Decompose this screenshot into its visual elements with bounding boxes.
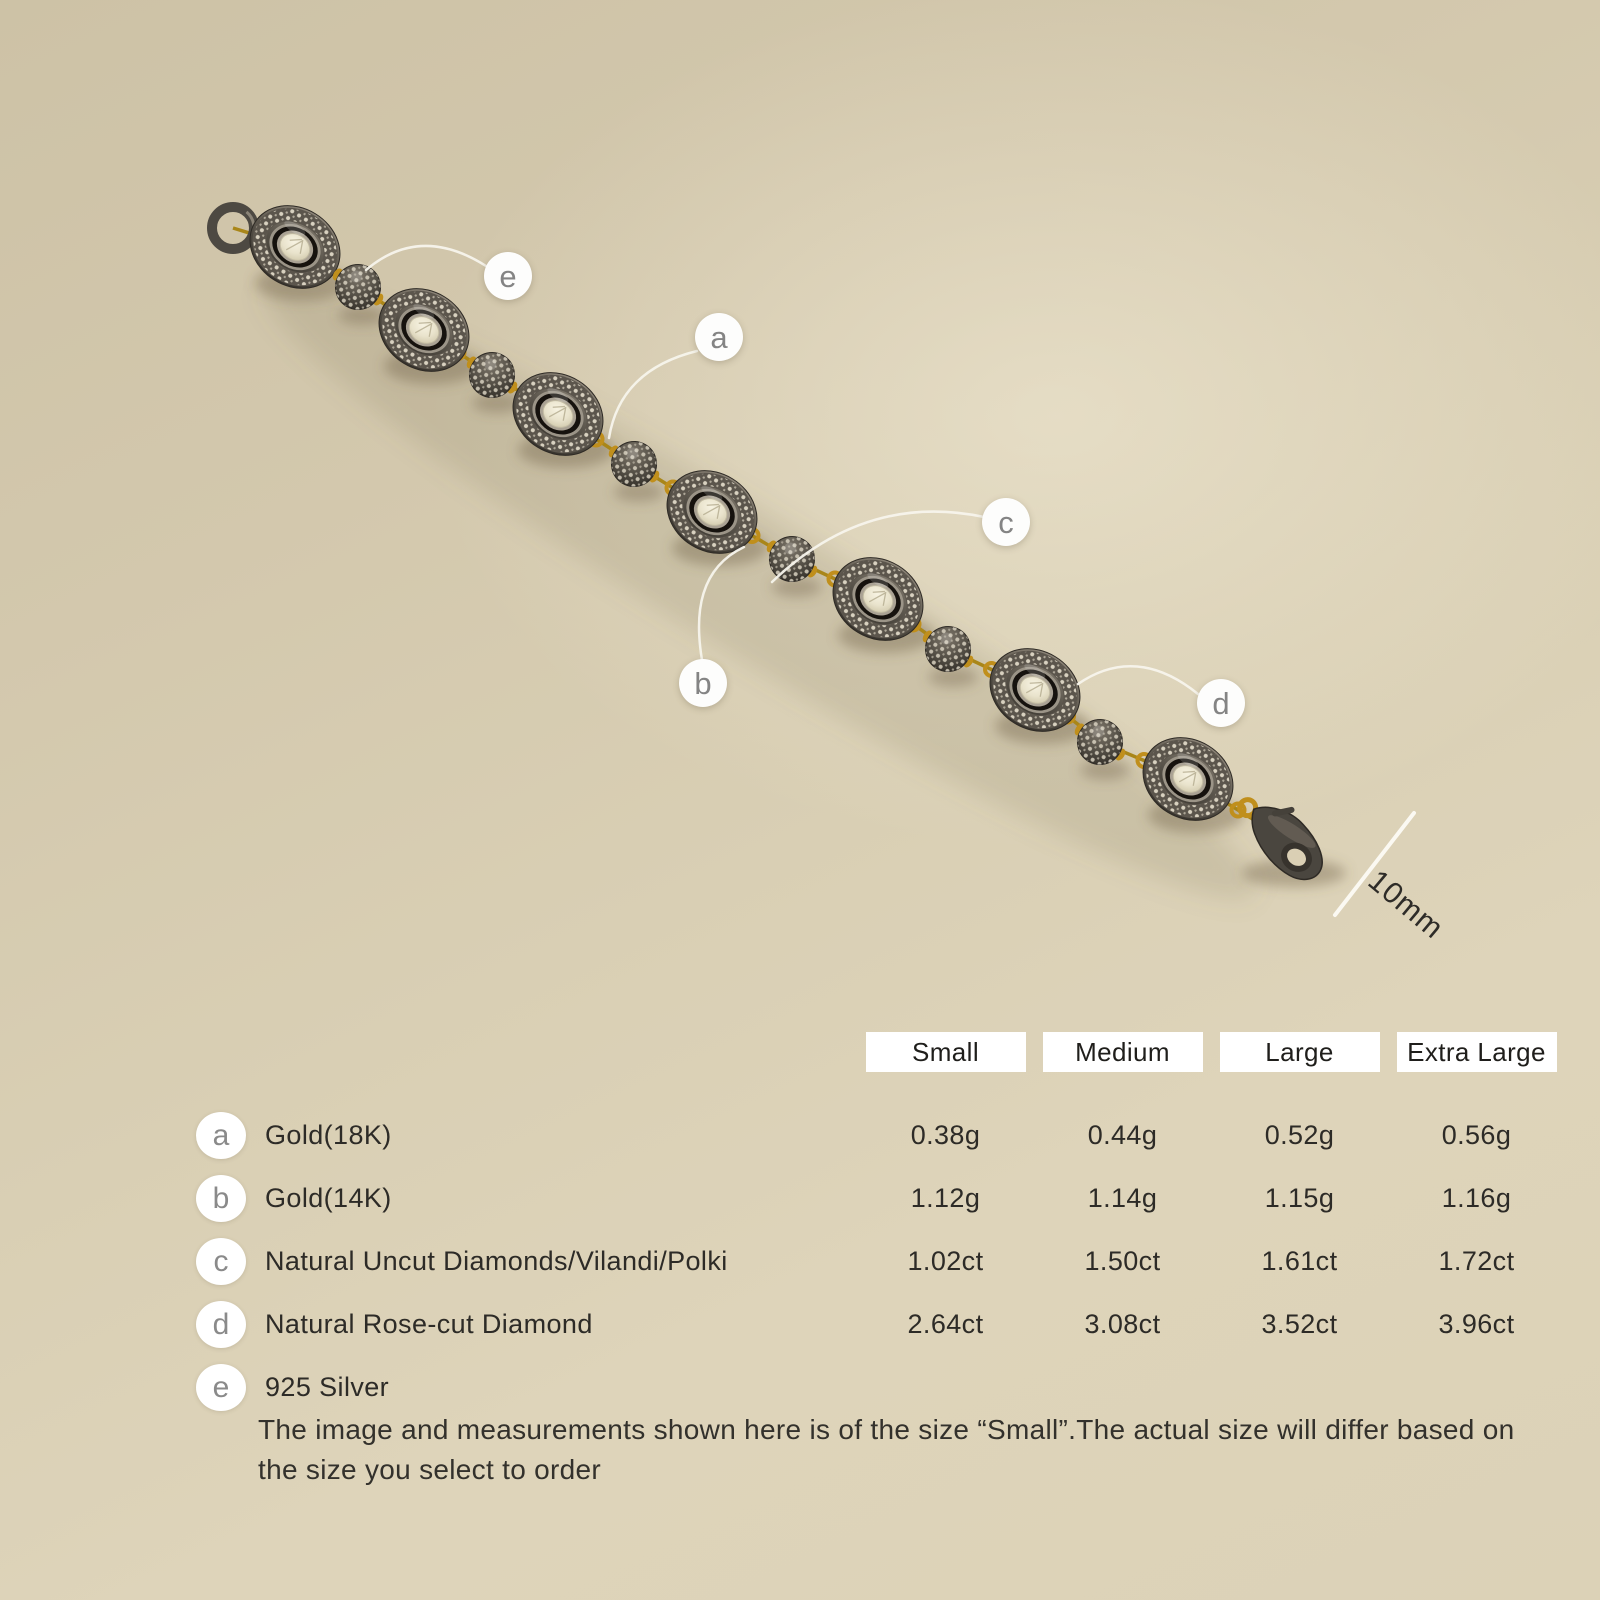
size-header-medium: Medium: [1043, 1032, 1203, 1072]
row-label: Natural Uncut Diamonds/Vilandi/Polki: [265, 1246, 728, 1276]
value-medium: 1.14g: [1087, 1183, 1158, 1213]
value-large: 1.15g: [1264, 1183, 1335, 1213]
table-row-gold-14k: [196, 1167, 1565, 1230]
row-label: Natural Rose-cut Diamond: [265, 1309, 593, 1339]
table-row-rose-cut-diamond: [196, 1293, 1565, 1356]
row-marker-b: b: [196, 1175, 246, 1222]
measurement-label: 10mm: [1361, 864, 1450, 946]
value-extra-large: 1.72ct: [1438, 1246, 1515, 1276]
row-marker-a: a: [196, 1112, 246, 1159]
size-note-line2: the size you select to order: [258, 1453, 602, 1485]
value-extra-large: 3.96ct: [1438, 1309, 1515, 1339]
value-small: 2.64ct: [907, 1309, 984, 1339]
value-large: 3.52ct: [1261, 1309, 1338, 1339]
size-header-extra-large: Extra Large: [1397, 1032, 1557, 1072]
row-marker-e: e: [196, 1364, 246, 1411]
table-row-uncut-diamonds: [196, 1230, 1565, 1293]
size-header-row: [196, 1032, 1565, 1072]
row-marker-c: c: [196, 1238, 246, 1285]
size-spec-table: [196, 1032, 1565, 1419]
value-small: 1.02ct: [907, 1246, 984, 1276]
value-large: 0.52g: [1264, 1120, 1335, 1150]
size-header-large: Large: [1220, 1032, 1380, 1072]
callout-marker-a: a: [695, 313, 743, 361]
value-extra-large: 0.56g: [1441, 1120, 1512, 1150]
callout-marker-c: c: [982, 498, 1030, 546]
callout-marker-d: d: [1197, 679, 1245, 727]
size-note: [258, 1410, 1515, 1490]
row-label: 925 Silver: [265, 1372, 390, 1402]
value-medium: 3.08ct: [1084, 1309, 1161, 1339]
table-row-gold-18k: [196, 1104, 1565, 1167]
value-extra-large: 1.16g: [1441, 1183, 1512, 1213]
callout-marker-e: e: [484, 252, 532, 300]
value-large: 1.61ct: [1261, 1246, 1338, 1276]
value-medium: 0.44g: [1087, 1120, 1158, 1150]
row-label: Gold(14K): [265, 1183, 392, 1213]
value-small: 1.12g: [910, 1183, 981, 1213]
row-marker-d: d: [196, 1301, 246, 1348]
size-note-line1: The image and measurements shown here is of the size “Small”.The actual size will differ based on: [258, 1414, 1515, 1445]
callout-marker-b: b: [679, 659, 727, 707]
value-medium: 1.50ct: [1084, 1246, 1161, 1276]
size-header-small: Small: [866, 1032, 1026, 1072]
value-small: 0.38g: [910, 1120, 981, 1150]
row-label: Gold(18K): [265, 1120, 392, 1150]
